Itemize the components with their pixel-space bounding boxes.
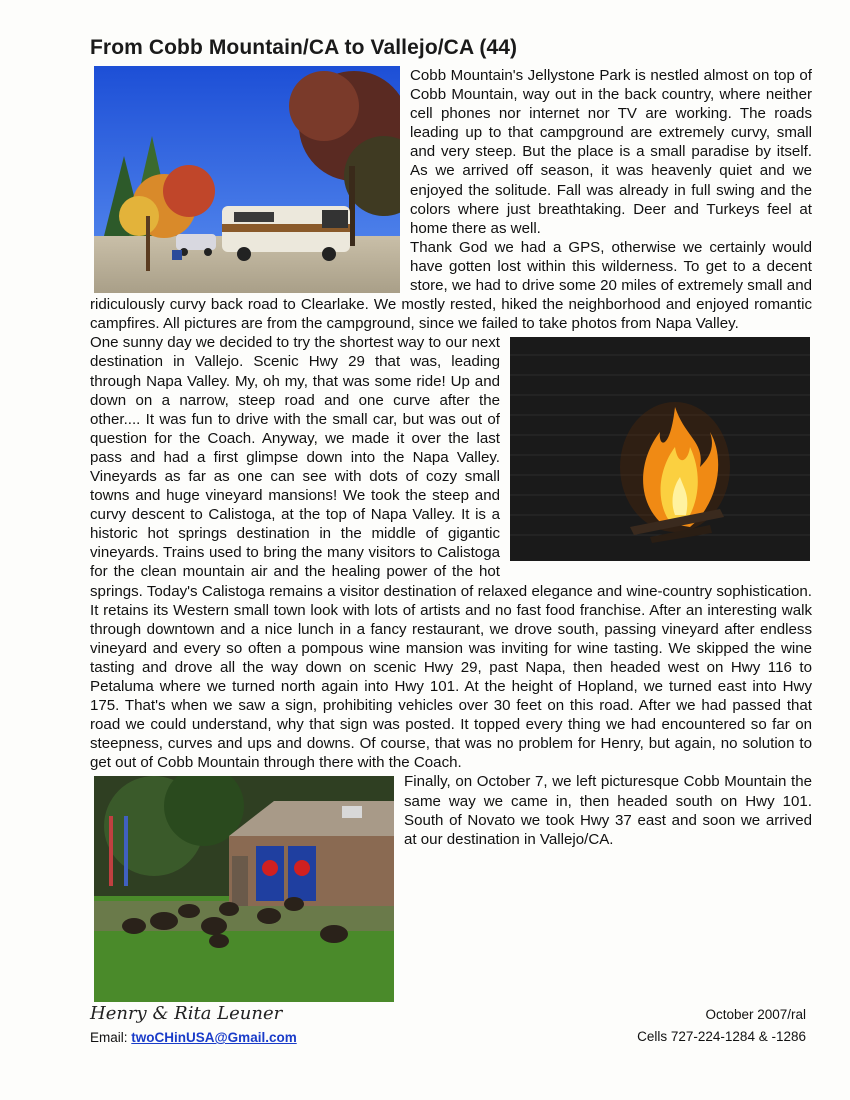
gps-paragraph: Thank God we had a GPS, otherwise we certainly would have gotten lost within this wilderness. To get to a decent store, we had to drive some 20 miles of extremely small and ridiculously curvy back road to Clearlake. We mostly rested, hiked the neighborhood and enjoyed romantic campfires. All pictures are from the campground, since we failed to take photos from Napa Valley.	[90, 238, 812, 333]
signature: Henry & Rita Leuner	[90, 1003, 283, 1024]
intro-paragraph: Cobb Mountain's Jellystone Park is nestled almost on top of Cobb Mountain, way out in the back country, where neither cell phones nor internet nor TV are working. The roads leading up to that campground are extremely curvy, small and very steep. But the place is a small paradise by itself. As we arrived off season, it was heavenly quiet and we enjoyed the solitude. Fall was already in full swing and the colors where just breathtaking. Deer and Turkeys feel at home there as well.	[410, 67, 812, 237]
email-line	[90, 1030, 297, 1045]
email-label: Email:	[90, 1030, 128, 1045]
page-title: From Cobb Mountain/CA to Vallejo/CA (44)	[90, 36, 518, 59]
cell-phone-numbers: Cells 727-224-1284 & -1286	[637, 1029, 806, 1044]
departure-paragraph: Finally, on October 7, we left picturesque Cobb Mountain the same way we came in, then headed south on Hwy 101. South of Novato we took Hwy 37 east and soon we arrived at our destination in Vallejo/CA.	[404, 773, 812, 848]
turkeys-photo	[94, 776, 394, 1002]
email-link[interactable]: twoCHinUSA@Gmail.com	[131, 1030, 297, 1045]
article	[90, 36, 812, 1004]
rv-campground-photo	[94, 66, 400, 293]
date-text: October 2007/ral	[705, 1007, 806, 1022]
page-footer	[90, 1003, 812, 1063]
napa-valley-paragraph: One sunny day we decided to try the shortest way to our next destination in Vallejo. Scenic Hwy 29 that was, leading through Napa Valley. My, oh my, that was some ride! Up and down on a narrow, steep road and one curve after the other.... It was fun to drive with the small car, but was out of question for the Coach. Anyway, we made it over the last pass and had a first glimpse down into the Napa Valley. Vineyards as far as one can see with dots of cozy small towns and huge vineyard mansions! We took the steep and curvy descent to Calistoga, at the top of Napa Valley. It is a historic hot springs destination in the middle of gigantic vineyards. Trains used to bring the many visitors to Calistoga for the clean mountain air and the healing power of the hot springs. Today's Calistoga remains a visitor destination of relaxed elegance and wine-country sophistication. It retains its Western small town look with lots of artists and no fast food franchise. After an interesting walk through downtown and a nice lunch in a fancy restaurant, we drove south, passing vineyard after endless vineyard and every so often a pompous wine mansion was inviting for wine tasting. We skipped the wine tasting and drove all the way down on scenic Hwy 29, past Napa, then headed west on Hwy 116 to Petaluma where we turned north again into Hwy 101. At the height of Hopland, we turned east into Hwy 175. That's when we saw a sign, prohibiting vehicles over 30 feet on this road. After we had passed that road we could understand, why that sign was posted. It topped every thing we had encountered so far on steepness, curves and ups and downs. Of course, that was no problem for Henry, but again, no solution to get out of Cobb Mountain through there with the Coach.	[90, 334, 812, 772]
campfire-photo	[510, 337, 810, 561]
